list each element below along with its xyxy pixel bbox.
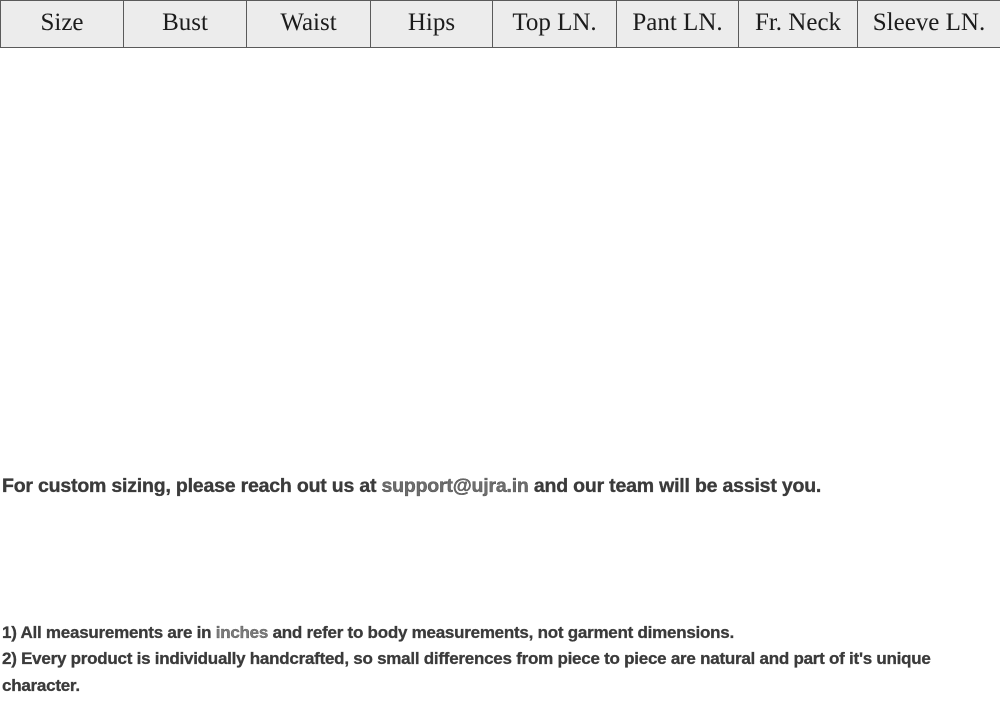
footnote-1-highlight: inches (215, 623, 269, 642)
column-header-sleeve-length: Sleeve LN. (858, 1, 1000, 48)
footnote-1-text-after: and refer to body measurements, not garment dimensions. (268, 623, 734, 642)
size-chart-table-header (1, 1, 1000, 48)
size-chart-table (0, 0, 1000, 48)
custom-sizing-note-prefix: For custom sizing, please reach out us at (2, 475, 382, 497)
footnote-item-1 (2, 620, 996, 646)
custom-sizing-note (2, 474, 992, 498)
footnote-1-number: 1) (2, 623, 17, 642)
custom-sizing-note-suffix: and our team will be assist you. (528, 475, 822, 497)
column-header-size: Size (1, 1, 124, 48)
column-header-bust: Bust (124, 1, 247, 48)
column-header-pant-length: Pant LN. (617, 1, 739, 48)
column-header-waist: Waist (247, 1, 371, 48)
column-header-hips: Hips (371, 1, 493, 48)
column-header-front-neck: Fr. Neck (739, 1, 858, 48)
column-header-top-length: Top LN. (493, 1, 617, 48)
footnote-item-2 (2, 646, 996, 699)
table-body-empty-area (0, 48, 1000, 468)
support-email[interactable]: support@ujra.in (381, 475, 529, 497)
footnote-2-number: 2) (2, 649, 17, 669)
footnote-1-text-before: All measurements are in (16, 623, 216, 642)
footnote-2-text: Every product is individually handcrafted, so small differences from piece to piece are natural and part of it's unique character. (2, 649, 931, 695)
footnotes (2, 620, 996, 699)
table-header-row (1, 1, 1000, 48)
